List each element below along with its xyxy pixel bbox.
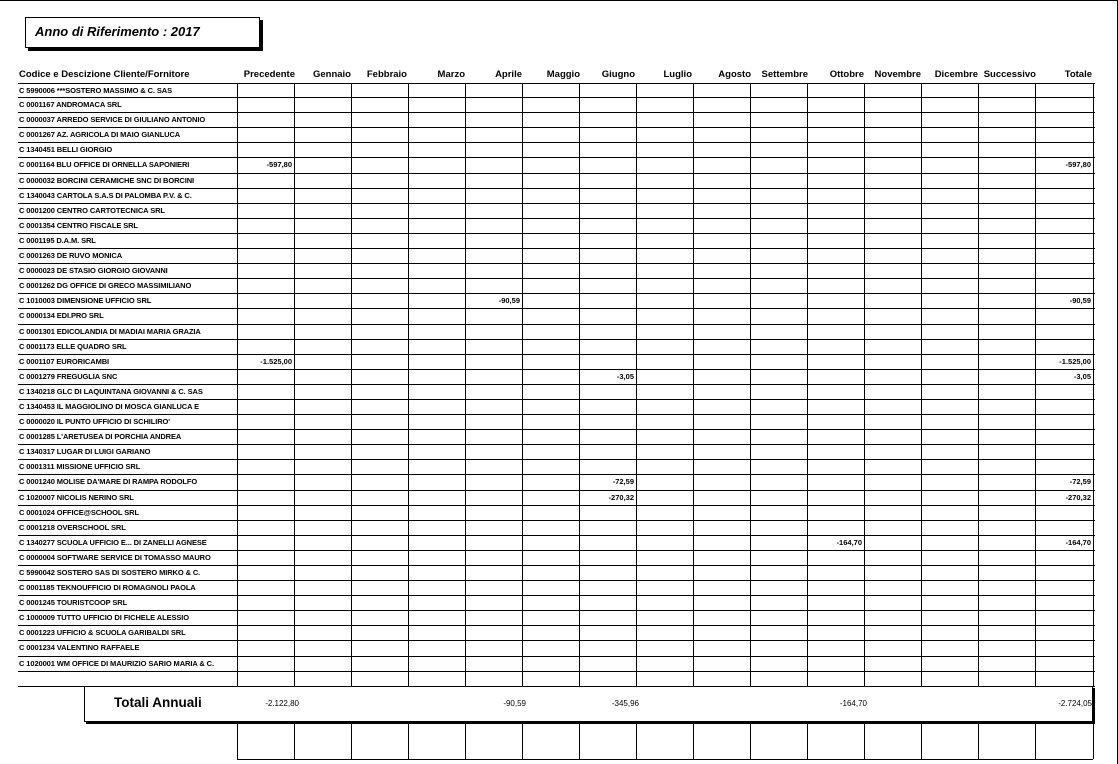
table-row: [18, 325, 1095, 340]
row-label: C 1340451 BELLI GIORGIO: [19, 145, 113, 155]
table-row: [18, 475, 1095, 490]
table-row: [18, 174, 1095, 189]
data-table: [18, 83, 1095, 687]
row-label: C 1020007 NICOLIS NERINO SRL: [19, 492, 134, 502]
table-row: [18, 370, 1095, 385]
column-divider: [1093, 83, 1094, 687]
column-divider: [750, 83, 751, 687]
cell-totale: -270,32: [1065, 492, 1091, 502]
column-header-marzo: Marzo: [437, 69, 465, 80]
bottom-divider: [465, 723, 466, 759]
table-row: [18, 128, 1095, 143]
column-header-maggio: Maggio: [546, 69, 580, 80]
table-row: [18, 581, 1095, 596]
table-row: [18, 264, 1095, 279]
page-top-border: [0, 0, 1118, 1]
column-divider: [294, 83, 295, 687]
column-divider: [864, 83, 865, 687]
column-divider: [978, 83, 979, 687]
column-header-ottobre: Ottobre: [829, 69, 864, 80]
bottom-divider: [978, 723, 979, 759]
table-row: [18, 234, 1095, 249]
table-row: [18, 158, 1095, 173]
table-row: [18, 385, 1095, 400]
table-row: [18, 551, 1095, 566]
column-divider: [807, 83, 808, 687]
table-row: [18, 536, 1095, 551]
bottom-divider: [636, 723, 637, 759]
column-divider: [579, 83, 580, 687]
table-row: [18, 98, 1095, 113]
row-label: C 5990042 SOSTERO SAS DI SOSTERO MIRKO & C.: [19, 568, 201, 577]
bottom-divider: [921, 723, 922, 759]
table-row: [18, 566, 1095, 581]
cell-totale: -597,80: [1065, 160, 1091, 170]
report-title: Anno di Riferimento : 2017: [35, 24, 200, 39]
column-header-agosto: Agosto: [718, 69, 751, 80]
row-label: C 0001218 OVERSCHOOL SRL: [19, 522, 126, 532]
bottom-divider: [294, 723, 295, 759]
row-label: C 0001245 TOURISTCOOP SRL: [19, 598, 128, 608]
cell-totale: -1.525,00: [1059, 356, 1091, 366]
cell-totale: -72,59: [1069, 477, 1091, 487]
table-row: [18, 521, 1095, 536]
totals-box: [84, 686, 1093, 722]
column-divider: [693, 83, 694, 687]
row-label: C 0001223 UFFICIO & SCUOLA GARIBALDI SRL: [19, 628, 186, 638]
bottom-divider: [522, 723, 523, 759]
row-label: C 1010003 DIMENSIONE UFFICIO SRL: [19, 296, 152, 306]
table-row: [18, 340, 1095, 355]
cell-aprile: -90,59: [498, 296, 520, 306]
bottom-divider: [408, 723, 409, 759]
row-label: C 0001285 L'ARETUSEA DI PORCHIA ANDREA: [19, 432, 182, 442]
table-row: [18, 143, 1095, 158]
table-row: [18, 611, 1095, 626]
column-header-settembre: Settembre: [761, 69, 808, 80]
row-label: C 0000020 IL PUNTO UFFICIO DI SCHILIRO': [19, 417, 170, 427]
bottom-divider: [750, 723, 751, 759]
column-divider: [522, 83, 523, 687]
table-row: [18, 189, 1095, 204]
table-row: [18, 294, 1095, 309]
row-label: C 0000032 BORCINI CERAMICHE SNC DI BORCINI: [19, 175, 195, 185]
row-label: C 0001173 ELLE QUADRO SRL: [19, 341, 127, 351]
table-row: [18, 309, 1095, 324]
table-row: [18, 491, 1095, 506]
cell-ottobre: -164,70: [836, 537, 862, 547]
row-label: C 0001195 D.A.M. SRL: [19, 235, 96, 245]
table-row: [18, 113, 1095, 128]
row-label: C 1340043 CARTOLA S.A.S DI PALOMBA P.V. & C.: [19, 190, 192, 200]
table-row: [18, 204, 1095, 219]
table-row: [18, 83, 1095, 98]
column-header-novembre: Novembre: [874, 69, 921, 80]
row-label: C 0001240 MOLISE DA'MARE DI RAMPA RODOLFO: [19, 477, 198, 487]
column-header-codice-e-descizione-cliente-fornitore: Codice e Descizione Cliente/Fornitore: [19, 69, 190, 80]
total-giugno: -345,96: [611, 699, 639, 708]
column-header-dicembre: Dicembre: [934, 69, 978, 80]
column-divider: [1035, 83, 1036, 687]
bottom-divider: [351, 723, 352, 759]
row-label: C 1340453 IL MAGGIOLINO DI MOSCA GIANLUCA E: [19, 401, 200, 411]
row-label: C 0001200 CENTRO CARTOTECNICA SRL: [19, 205, 165, 215]
row-label: C 0001185 TEKNOUFFICIO DI ROMAGNOLI PAOLA: [19, 583, 196, 593]
column-divider: [237, 83, 238, 687]
column-divider: [351, 83, 352, 687]
title-box: [25, 17, 260, 48]
table-row: [18, 430, 1095, 445]
bottom-divider: [864, 723, 865, 759]
row-label: C 0001234 VALENTINO RAFFAELE: [19, 643, 140, 653]
row-label: C 1020001 WM OFFICE DI MAURIZIO SARIO MARIA & C.: [19, 658, 214, 668]
row-label: C 0001107 EURORICAMBI: [19, 356, 110, 366]
cell-totale: -164,70: [1065, 537, 1091, 547]
table-row: [18, 400, 1095, 415]
row-label: C 0001301 EDICOLANDIA DI MADIAI MARIA GRAZIA: [19, 326, 201, 336]
cell-giugno: -3,05: [616, 371, 634, 381]
column-header-precedente: Precedente: [243, 69, 295, 80]
row-label: C 0001024 OFFICE@SCHOOL SRL: [19, 507, 139, 517]
bottom-divider: [237, 723, 238, 759]
bottom-divider: [579, 723, 580, 759]
row-label: C 0001354 CENTRO FISCALE SRL: [19, 220, 138, 230]
table-row: [18, 641, 1095, 656]
table-row: [18, 626, 1095, 641]
column-header-febbraio: Febbraio: [366, 69, 407, 80]
row-label: C 1000009 TUTTO UFFICIO DI FICHELE ALESSIO: [19, 613, 189, 623]
column-divider: [921, 83, 922, 687]
row-label: C 0001263 DE RUVO MONICA: [19, 251, 123, 261]
row-label: C 5990006 ***SOSTERO MASSIMO & C. SAS: [19, 86, 173, 95]
row-label: C 0000134 EDI.PRO SRL: [19, 311, 104, 321]
row-label: C 0001279 FREGUGLIA SNC: [19, 371, 118, 381]
column-header-successivo: Successivo: [983, 69, 1036, 80]
row-label: C 1340218 GLC DI LAQUINTANA GIOVANNI & C. SAS: [19, 386, 203, 396]
table-row: [18, 445, 1095, 460]
bottom-empty-grid: [237, 722, 1093, 760]
column-header-giugno: Giugno: [601, 69, 635, 80]
total-aprile: -90,59: [503, 699, 526, 708]
column-divider: [408, 83, 409, 687]
bottom-divider: [1093, 723, 1094, 759]
table-row: [18, 415, 1095, 430]
row-label: C 0001262 DG OFFICE DI GRECO MASSIMILIANO: [19, 281, 192, 291]
bottom-divider: [1035, 723, 1036, 759]
row-label: C 0000023 DE STASIO GIORGIO GIOVANNI: [19, 266, 168, 276]
cell-precedente: -1.525,00: [260, 356, 292, 366]
total-ottobre: -164,70: [839, 699, 867, 708]
row-label: C 0001267 AZ. AGRICOLA DI MAIO GIANLUCA: [19, 130, 181, 140]
table-row: [18, 249, 1095, 264]
row-label: C 1340317 LUGAR DI LUIGI GARIANO: [19, 447, 151, 457]
row-label: C 0001311 MISSIONE UFFICIO SRL: [19, 462, 141, 472]
column-header-totale: Totale: [1064, 69, 1092, 80]
bottom-divider: [693, 723, 694, 759]
row-label: C 0001167 ANDROMACA SRL: [19, 100, 122, 110]
cell-precedente: -597,80: [266, 160, 292, 170]
column-header-gennaio: Gennaio: [312, 69, 351, 80]
table-row: [18, 460, 1095, 475]
row-label: C 0000004 SOFTWARE SERVICE DI TOMASSO MAURO: [19, 552, 211, 562]
total-precedente: -2.122,80: [265, 699, 299, 708]
table-row: [18, 506, 1095, 521]
cell-totale: -3,05: [1073, 371, 1091, 381]
table-row: [18, 596, 1095, 611]
table-row: [18, 657, 1095, 672]
column-divider: [636, 83, 637, 687]
row-label: C 0001164 BLU OFFICE DI ORNELLA SAPONIERI: [19, 160, 190, 170]
total-totale: -2.724,05: [1058, 699, 1092, 708]
cell-totale: -90,59: [1069, 296, 1091, 306]
table-row: [18, 279, 1095, 294]
cell-giugno: -270,32: [608, 492, 634, 502]
column-header-aprile: Aprile: [495, 69, 522, 80]
table-row: [18, 672, 1095, 687]
column-divider: [465, 83, 466, 687]
table-row: [18, 219, 1095, 234]
column-header-luglio: Luglio: [663, 69, 692, 80]
row-label: C 1340277 SCUOLA UFFICIO E... DI ZANELLI AGNESE: [19, 537, 207, 547]
totals-label: Totali Annuali: [114, 695, 202, 710]
row-label: C 0000037 ARREDO SERVICE DI GIULIANO ANTONIO: [19, 115, 206, 125]
table-row: [18, 355, 1095, 370]
bottom-divider: [807, 723, 808, 759]
cell-giugno: -72,59: [612, 477, 634, 487]
